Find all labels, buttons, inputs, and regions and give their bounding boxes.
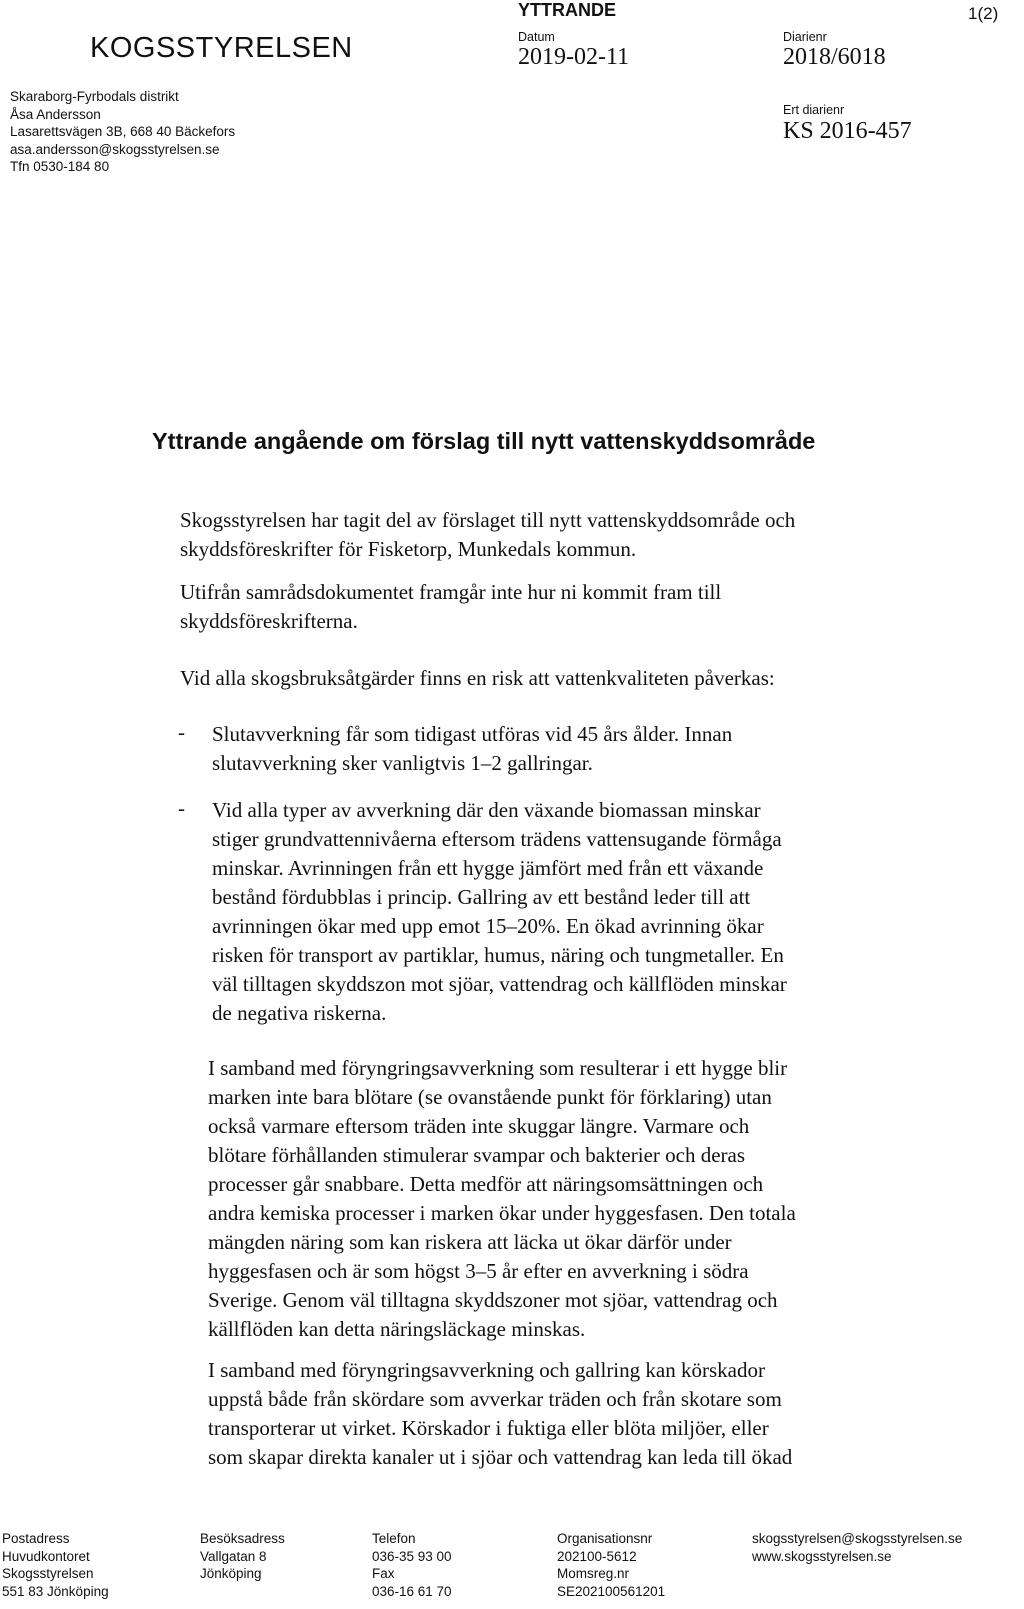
sender-block xyxy=(10,88,235,176)
bullet-final-felling: Slutavverkning får som tidigast utföras vid 45 års ålder. Innan slutavverkning sker vanligtvis 1–2 gallringar. xyxy=(212,722,733,775)
sender-address: Lasarettsvägen 3B, 668 40 Bäckefors xyxy=(10,124,236,139)
footer-visiting-address: Besöksadress Vallgatan 8 Jönköping xyxy=(200,1531,285,1581)
paragraph-intro: Skogsstyrelsen har tagit del av förslaget till nytt vattenskyddsområde och skyddsföreskrifter för Fisketorp, Munkedals kommun. xyxy=(180,508,796,561)
paragraph-risk-intro: Vid alla skogsbruksåtgärder finns en risk att vattenkvaliteten påverkas: xyxy=(180,666,775,690)
diarienr-label: Diarienr xyxy=(783,30,827,44)
sender-name: Åsa Andersson xyxy=(10,106,101,122)
bullet-marker: - xyxy=(178,720,185,744)
bullet-marker: - xyxy=(178,796,185,820)
footer-phone: Telefon 036-35 93 00 Fax 036-16 61 70 xyxy=(372,1531,452,1599)
sender-email: asa.andersson@skogsstyrelsen.se xyxy=(10,141,220,157)
paragraph-ruts: I samband med föryngringsavverkning och gallring kan körskador uppstå både från skördare som avverkar träden och från skotare som transporterar ut virket. Körskador i fuktiga eller blöta miljöer, eller som skapar direkta kanaler ut i sjöar och vattendrag kan leda till ökad xyxy=(208,1358,793,1469)
ert-diarienr-value: KS 2016-457 xyxy=(783,118,912,144)
page-number: 1(2) xyxy=(968,4,999,23)
paragraph-clearcut-nutrients: I samband med föryngringsavverkning som resulterar i ett hygge blir marken inte bara blötare (se ovanstående punkt för förklaring) utan också varmare eftersom träden inte skuggar längre. Varmare och blötare förhållanden stimulerar svampar och bakterier och deras processer går snabbare. Detta medför att näringsomsättningen och andra kemiska processer i marken ökar under hyggesfasen. Den totala mängden näring som kan riskera att läcka ut ökar därför under hyggesfasen och är som högst 3–5 år efter en avverkning i södra Sverige. Genom väl tilltagna skyddszoner mot sjöar, vattendrag och källflöden kan detta näringsläckage minskas. xyxy=(208,1056,796,1341)
date-label: Datum xyxy=(518,30,555,44)
footer-postal-address: Postadress Huvudkontoret Skogsstyrelsen 551 83 Jönköping xyxy=(2,1531,109,1599)
ert-diarienr-label: Ert diarienr xyxy=(783,103,845,117)
bullet-groundwater: Vid alla typer av avverkning där den växande biomassan minskar stiger grundvattennivåerna eftersom trädens vattensugande förmåga minskar. Avrinningen från ett hygge jämfört med från ett växande bestånd fördubblas i princip. Gallring av ett bestånd leder till att avrinningen ökar med upp emot 15–20%. En ökad avrinning ökar risken för transport av partiklar, humus, näring och tungmetaller. En väl tilltagen skyddszon mot sjöar, vattendrag och källflöden minskar de negativa riskerna. xyxy=(212,798,787,1025)
document-title: Yttrande angående om förslag till nytt vattenskyddsområde xyxy=(152,428,816,454)
footer-web xyxy=(752,1530,962,1565)
date-value: 2019-02-11 xyxy=(518,44,630,70)
document-type: YTTRANDE xyxy=(518,0,616,20)
footer-website-link[interactable]: www.skogsstyrelsen.se xyxy=(752,1548,892,1564)
sender-phone: Tfn 0530-184 80 xyxy=(10,159,110,174)
sender-district: Skaraborg-Fyrbodals distrikt xyxy=(10,89,179,104)
footer-organisation: Organisationsnr 202100-5612 Momsreg.nr SE202100561201 xyxy=(557,1531,666,1599)
footer-email-link[interactable]: skogsstyrelsen@skogsstyrelsen.se xyxy=(752,1531,963,1546)
logo-text: KOGSSTYRELSEN xyxy=(90,32,353,64)
diarienr-value: 2018/6018 xyxy=(783,44,886,70)
paragraph-basis: Utifrån samrådsdokumentet framgår inte hur ni kommit fram till skyddsföreskrifterna. xyxy=(180,580,722,633)
